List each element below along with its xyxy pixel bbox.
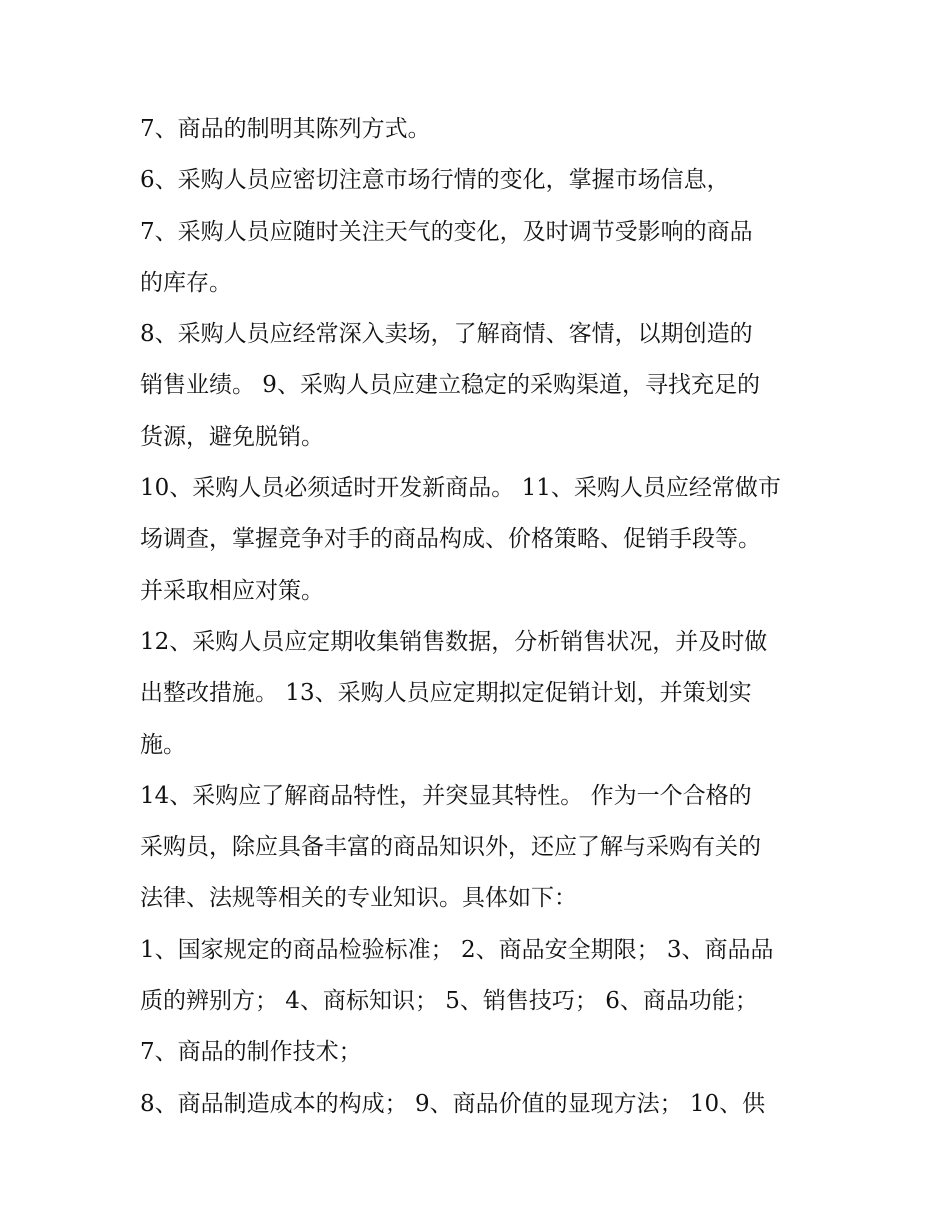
text-line-14: 14、采购应了解商品特性，并突显其特性。 作为一个合格的 <box>140 782 752 809</box>
text-line-6: 销售业绩。 9、采购人员应建立稳定的采购渠道，寻找充足的 <box>140 372 760 399</box>
text-line-20: 8、商品制造成本的构成； 9、商品价值的显现方法； 10、供 <box>140 1090 766 1117</box>
text-line-2: 6、采购人员应密切注意市场行情的变化，掌握市场信息， <box>140 167 730 194</box>
text-line-7: 货源，避免脱销。 <box>140 423 324 450</box>
document-body <box>140 104 820 1130</box>
text-line-12: 出整改措施。 13、采购人员应定期拟定促销计划，并策划实 <box>140 680 752 707</box>
text-line-19: 7、商品的制作技术； <box>140 1039 362 1066</box>
text-line-4: 的库存。 <box>140 269 232 296</box>
text-line-9: 场调查，掌握竞争对手的商品构成、价格策略、促销手段等。 <box>140 526 761 553</box>
text-line-11: 12、采购人员应定期收集销售数据，分析销售状况，并及时做 <box>140 628 768 655</box>
text-line-3: 7、采购人员应随时关注天气的变化，及时调节受影响的商品 <box>140 218 753 245</box>
text-line-5: 8、采购人员应经常深入卖场，了解商情、客情，以期创造的 <box>140 321 753 348</box>
text-line-13: 施。 <box>140 731 186 758</box>
text-line-16: 法律、法规等相关的专业知识。具体如下： <box>140 885 577 912</box>
text-line-15: 采购员，除应具备丰富的商品知识外，还应了解与采购有关的 <box>140 834 761 861</box>
text-line-1: 7、商品的制明其陈列方式。 <box>140 116 431 142</box>
text-line-17: 1、国家规定的商品检验标准； 2、商品安全期限； 3、商品品 <box>140 936 774 963</box>
text-line-10: 并采取相应对策。 <box>140 577 324 604</box>
text-line-8: 10、采购人员必须适时开发新商品。 11、采购人员应经常做市 <box>140 475 781 502</box>
text-line-18: 质的辨别方； 4、商标知识； 5、销售技巧； 6、商品功能； <box>140 988 758 1015</box>
